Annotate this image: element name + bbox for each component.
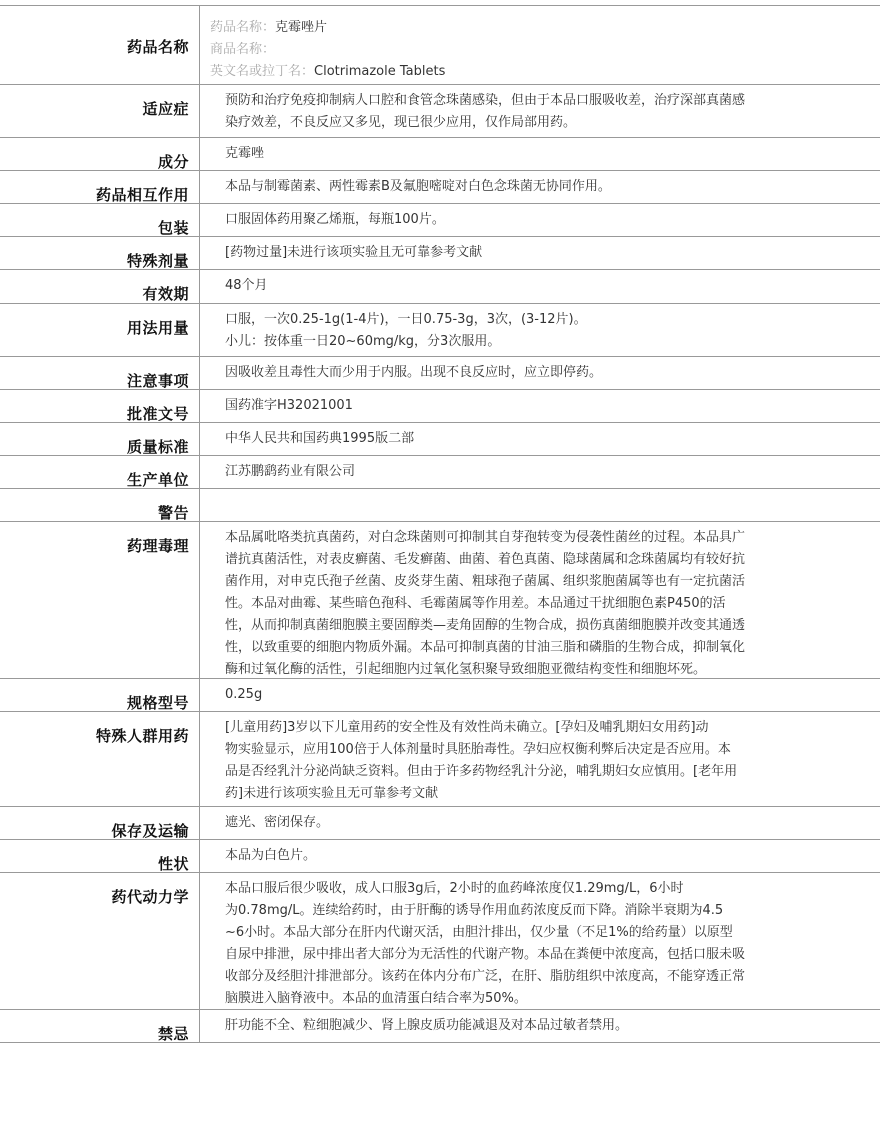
name-key: 英文名或拉丁名： xyxy=(210,64,315,79)
row-ingredient xyxy=(0,138,880,171)
row-label: 质量标准 xyxy=(0,423,200,455)
row-text: 0.25g xyxy=(225,687,263,702)
row-manufacturer xyxy=(0,456,880,489)
row-text: 48个月 xyxy=(225,278,268,293)
rows-container xyxy=(0,85,880,1043)
name-key: 药品名称： xyxy=(210,20,276,35)
row-label: 规格型号 xyxy=(0,679,200,711)
row-text: 预防和治疗免疫抑制病人口腔和食管念珠菌感染，但由于本品口服吸收差，治疗深部真菌感 染疗效差，不良反应又多见，现已很少应用，仅作局部用药。 xyxy=(225,93,746,130)
row-interaction xyxy=(0,171,880,204)
name-value: 克霉唑片 xyxy=(275,20,328,35)
row-value xyxy=(200,6,880,84)
row-value xyxy=(200,456,880,488)
row-value xyxy=(200,390,880,422)
row-label: 有效期 xyxy=(0,270,200,303)
row-text: 因吸收差且毒性大而少用于内服。出现不良反应时，应立即停药。 xyxy=(225,365,603,380)
row-label: 性状 xyxy=(0,840,200,872)
row-label: 注意事项 xyxy=(0,357,200,389)
row-label: 药品相互作用 xyxy=(0,171,200,203)
row-dosage-special xyxy=(0,237,880,270)
row-pharmacokinetics xyxy=(0,873,880,1010)
row-value xyxy=(200,423,880,455)
row-special-groups xyxy=(0,712,880,807)
generic-name-line xyxy=(210,17,788,39)
row-value xyxy=(200,138,880,170)
trade-name-line xyxy=(210,39,788,61)
row-label: 包装 xyxy=(0,204,200,236)
row-value xyxy=(200,357,880,389)
row-text: 本品口服后很少吸收，成人口服3g后，2小时的血药峰浓度仅1.29mg/L，6小时 为0.78mg/L。连续给药时，由于肝酶的诱导作用血药浓度反而下降。消除半衰期为4.5 ~6小时。本品大部分在肝内代谢灭活，由胆汁排出，仅少量（不足1%的给药量）以原型 自尿中排泄，尿中排出者大部分为无活性的代谢产物。本品在粪便中浓度高，包括口服未吸 收部分及经胆汁排泄部分。该药在体内分布广泛，在肝、脂肪组织中浓度高，不能穿透正常 脑膜进入脑脊液中。本品的血清蛋白结合率为50%。 xyxy=(225,881,746,1006)
row-text: 中华人民共和国药典1995版二部 xyxy=(225,431,415,446)
row-text: 本品为白色片。 xyxy=(225,848,317,863)
row-text: [儿童用药]3岁以下儿童用药的安全性及有效性尚未确立。[孕妇及哺乳期妇女用药]动 物实验显示，应用100倍于人体剂量时具胚胎毒性。孕妇应权衡利弊后决定是否应用。本 品是否经乳汁分泌尚缺乏资料。但由于许多药物经乳汁分泌，哺乳期妇女应慎用。[老年用 药]未进行该项实验且无可靠参考文献 xyxy=(225,720,738,801)
row-label: 特殊人群用药 xyxy=(0,712,200,806)
row-warning xyxy=(0,489,880,522)
row-text: 本品属吡咯类抗真菌药，对白念珠菌则可抑制其自芽孢转变为侵袭性菌丝的过程。本品具广 谱抗真菌活性，对表皮癣菌、毛发癣菌、曲菌、着色真菌、隐球菌属和念珠菌属均有较好抗 菌作用，对申克氏孢子丝菌、皮炎芽生菌、粗球孢子菌属、组织浆胞菌属等也有一定抗菌活 性。本品对曲霉、某些暗色孢科、毛霉菌属等作用差。本品通过干扰细胞色素P450的活 性，从而抑制真菌细胞膜主要固醇类—麦角固醇的生物合成，损伤真菌细胞膜并改变其通透 性，以致重要的细胞内物质外漏。本品可抑制真菌的甘油三脂和磷脂的生物合成，抑制氧化 酶和过氧化酶的活性，引起细胞内过氧化氢积聚导致细胞亚微结构变性和细胞坏死。 xyxy=(225,530,746,677)
row-package xyxy=(0,204,880,237)
row-text: 口服，一次0.25-1g(1-4片)，一日0.75-3g，3次，(3-12片)。 小儿：按体重一日20~60mg/kg，分3次服用。 xyxy=(225,312,587,349)
row-value xyxy=(200,840,880,872)
row-precautions xyxy=(0,357,880,390)
row-text: 口服固体药用聚乙烯瓶，每瓶100片。 xyxy=(225,212,445,227)
row-label: 适应症 xyxy=(0,85,200,137)
row-label: 成分 xyxy=(0,138,200,170)
row-approval xyxy=(0,390,880,423)
row-value xyxy=(200,1010,880,1042)
row-contraindications xyxy=(0,1010,880,1043)
row-label: 生产单位 xyxy=(0,456,200,488)
row-value xyxy=(200,522,880,678)
row-value xyxy=(200,807,880,839)
row-value xyxy=(200,85,880,137)
row-text: 肝功能不全、粒细胞减少、肾上腺皮质功能减退及对本品过敏者禁用。 xyxy=(225,1018,629,1033)
row-label: 药品名称 xyxy=(0,6,200,84)
row-text: 江苏鹏鹞药业有限公司 xyxy=(225,464,356,479)
row-label: 用法用量 xyxy=(0,304,200,356)
name-key: 商品名称： xyxy=(210,42,276,57)
row-value xyxy=(200,679,880,711)
row-text: 本品与制霉菌素、两性霉素B及氟胞嘧啶对白色念珠菌无协同作用。 xyxy=(225,179,611,194)
row-drug-name xyxy=(0,6,880,85)
row-value xyxy=(200,171,880,203)
row-value xyxy=(200,270,880,303)
row-label: 警告 xyxy=(0,489,200,521)
row-spec xyxy=(0,679,880,712)
row-label: 批准文号 xyxy=(0,390,200,422)
row-standard xyxy=(0,423,880,456)
row-value xyxy=(200,237,880,269)
row-storage xyxy=(0,807,880,840)
row-usage xyxy=(0,304,880,357)
row-appearance xyxy=(0,840,880,873)
row-value xyxy=(200,873,880,1009)
row-value xyxy=(200,204,880,236)
row-pharmacology xyxy=(0,522,880,679)
row-label: 特殊剂量 xyxy=(0,237,200,269)
english-name-line xyxy=(210,61,788,83)
row-text: 国药准字H32021001 xyxy=(225,398,353,413)
row-text: [药物过量]未进行该项实验且无可靠参考文献 xyxy=(225,245,483,260)
row-label: 药代动力学 xyxy=(0,873,200,1009)
row-validity xyxy=(0,270,880,304)
row-text: 遮光、密闭保存。 xyxy=(225,815,330,830)
row-label: 禁忌 xyxy=(0,1010,200,1042)
drug-info-table xyxy=(0,5,880,1043)
row-value xyxy=(200,304,880,356)
row-indication xyxy=(0,85,880,138)
name-value: Clotrimazole Tablets xyxy=(314,64,446,79)
row-text: 克霉唑 xyxy=(225,146,265,161)
row-value xyxy=(200,712,880,806)
row-label: 药理毒理 xyxy=(0,522,200,678)
row-value xyxy=(200,489,880,521)
row-label: 保存及运输 xyxy=(0,807,200,839)
